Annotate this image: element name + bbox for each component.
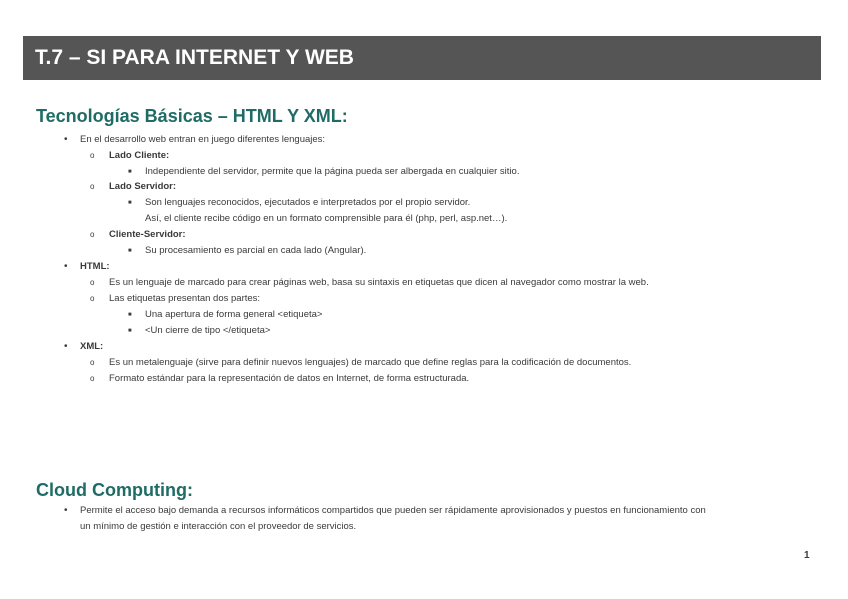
square-bullet-icon: ■ xyxy=(128,328,132,334)
xml-desc-2: Formato estándar para la representación de datos en Internet, de forma estructurada. xyxy=(109,373,470,384)
bullet-icon: • xyxy=(64,134,68,145)
section-heading-tecnologias: Tecnologías Básicas – HTML Y XML: xyxy=(36,106,348,126)
server-desc-1: Son lenguajes reconocidos, ejecutados e interpretados por el propio servidor. xyxy=(145,197,471,208)
html-part-1: Una apertura de forma general <etiqueta> xyxy=(145,309,323,320)
page-number: 1 xyxy=(804,550,810,561)
circle-bullet-icon: o xyxy=(90,294,95,303)
section-heading-cloud: Cloud Computing: xyxy=(36,480,193,500)
circle-bullet-icon: o xyxy=(90,151,95,160)
xml-label: XML: xyxy=(80,341,104,352)
html-label: HTML: xyxy=(80,261,110,272)
server-desc-2: Así, el cliente recibe código en un formato comprensible para él (php, perl, asp.net…). xyxy=(145,213,508,224)
square-bullet-icon: ■ xyxy=(128,200,132,206)
circle-bullet-icon: o xyxy=(90,278,95,287)
circle-bullet-icon: o xyxy=(90,374,95,383)
html-desc-1: Es un lenguaje de marcado para crear páginas web, basa su sintaxis en etiquetas que dicen al navegador como mostrar la web. xyxy=(109,277,649,288)
bullet-icon: • xyxy=(64,341,68,352)
cloud-desc-1: Permite el acceso bajo demanda a recursos informáticos compartidos que pueden ser rápidamente aprovisionados y puestos en funcionamiento con xyxy=(80,505,706,516)
xml-desc-1: Es un metalenguaje (sirve para definir nuevos lenguajes) de marcado que define reglas para la codificación de documentos. xyxy=(109,357,632,368)
bullet-icon: • xyxy=(64,505,68,516)
html-desc-2: Las etiquetas presentan dos partes: xyxy=(109,293,261,304)
html-part-2: <Un cierre de tipo </etiqueta> xyxy=(145,325,271,336)
square-bullet-icon: ■ xyxy=(128,169,132,175)
square-bullet-icon: ■ xyxy=(128,312,132,318)
client-label: Lado Cliente: xyxy=(109,150,170,161)
intro-text: En el desarrollo web entran en juego diferentes lenguajes: xyxy=(80,134,326,145)
circle-bullet-icon: o xyxy=(90,182,95,191)
circle-bullet-icon: o xyxy=(90,358,95,367)
cloud-desc-2: un mínimo de gestión e interacción con el proveedor de servicios. xyxy=(80,521,357,532)
cs-desc: Su procesamiento es parcial en cada lado (Angular). xyxy=(145,245,367,256)
square-bullet-icon: ■ xyxy=(128,248,132,254)
bullet-icon: • xyxy=(64,261,68,272)
page-title: T.7 – SI PARA INTERNET Y WEB xyxy=(23,36,821,80)
client-desc: Independiente del servidor, permite que la página pueda ser albergada en cualquier sitio. xyxy=(145,166,520,177)
circle-bullet-icon: o xyxy=(90,230,95,239)
cs-label: Cliente-Servidor: xyxy=(109,229,186,240)
server-label: Lado Servidor: xyxy=(109,181,177,192)
